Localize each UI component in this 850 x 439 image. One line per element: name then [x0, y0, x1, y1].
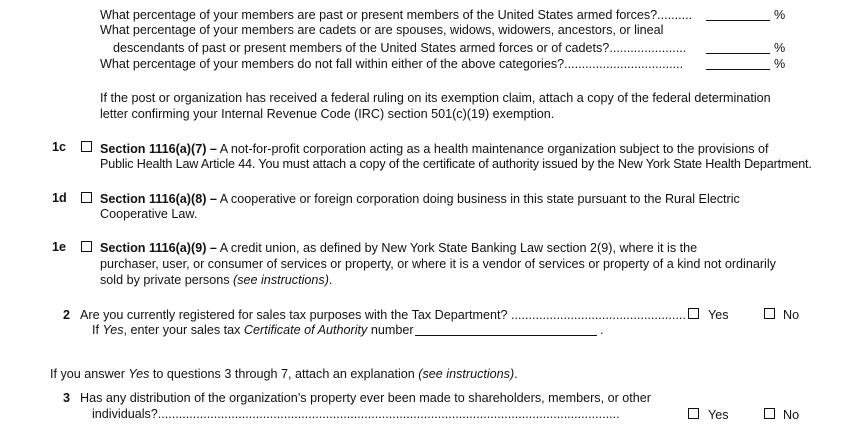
item-1e-checkbox[interactable] [81, 241, 92, 252]
item-1d-line1 [100, 192, 740, 207]
q2-number: 2 [63, 308, 71, 322]
armed-forces-pct-field[interactable] [706, 8, 770, 21]
item-1d-line2: Cooperative Law. [100, 207, 198, 221]
q2-yes-checkbox[interactable] [688, 308, 699, 319]
q-cadets-line1: What percentage of your members are cadets or are spouses, widows, widowers, ancestors, or lineal [100, 23, 664, 37]
q-armed-forces: What percentage of your members are past or present members of the United States armed forces?.......... [100, 8, 693, 22]
q-cadets-line2: descendants of past or present members of the United States armed forces or of cadets?...................... [113, 41, 687, 55]
see-instructions: (see instructions) [233, 273, 329, 287]
instr-see-instructions: (see instructions) [418, 367, 515, 381]
pct-symbol: % [774, 41, 786, 55]
item-1c-text1: A not-for-profit corporation acting as a health maintenance organization subject to the provisions of [216, 142, 769, 156]
item-1e-line3 [100, 273, 332, 288]
q2-yes-label: Yes [708, 308, 729, 322]
ruling-line1: If the post or organization has received a federal ruling on its exemption claim, attach a copy of the federal determination [100, 91, 771, 105]
item-1d-checkbox[interactable] [81, 192, 92, 203]
q2-sub-yes: Yes [102, 323, 124, 337]
q3-line1: Has any distribution of the organization’s property ever been made to shareholders, members, or other [80, 391, 651, 405]
instr-a: If you answer [50, 367, 129, 381]
instr-d: . [514, 367, 518, 381]
item-1c-checkbox[interactable] [81, 141, 92, 152]
item-1d-title: Section 1116(a)(8) – [100, 192, 217, 206]
certificate-number-field[interactable] [415, 323, 597, 336]
cadets-pct-field[interactable] [706, 41, 770, 54]
instruction-line [50, 367, 518, 382]
q3-line2: individuals?.................................................................................................................................... [92, 407, 620, 421]
pct-symbol: % [774, 8, 786, 22]
item-1e-line2: purchaser, user, or consumer of services or property, or where it is a vendor of services or property of a kind not ordinarily [100, 257, 776, 271]
item-1e-number: 1e [52, 240, 67, 254]
item-1e-line1 [100, 241, 697, 256]
item-1e-title: Section 1116(a)(9) – [100, 241, 217, 255]
q2-sub-line [92, 323, 414, 338]
q3-no-label: No [783, 408, 800, 422]
item-1d-number: 1d [52, 191, 67, 205]
pct-symbol: % [774, 57, 786, 71]
q3-number: 3 [63, 391, 71, 405]
item-1e-text3c: . [328, 273, 333, 287]
q2-no-label: No [783, 308, 800, 322]
item-1c-title: Section 1116(a)(7) – [100, 142, 217, 156]
q2-sub-if: If [92, 323, 103, 337]
q2-text: Are you currently registered for sales tax purposes with the Tax Department? .................................................. [80, 308, 686, 322]
q-other: What percentage of your members do not fall within either of the above categories?.................................. [100, 57, 684, 71]
item-1e-text3a: sold by private persons [100, 273, 234, 287]
item-1c-line1 [100, 142, 769, 157]
item-1c-line2: Public Health Law Article 44. You must attach a copy of the certificate of authority issued by the New York State Health Department. [100, 157, 812, 171]
instr-yes: Yes [128, 367, 150, 381]
q3-yes-checkbox[interactable] [688, 408, 699, 419]
item-1d-text1: A cooperative or foreign corporation doing business in this state pursuant to the Rural Electric [216, 192, 740, 206]
q2-no-checkbox[interactable] [764, 308, 775, 319]
ruling-line2: letter confirming your Internal Revenue Code (IRC) section 501(c)(19) exemption. [100, 107, 555, 121]
q2-sub-mid: , enter your sales tax [123, 323, 244, 337]
q2-sub-cert: Certificate of Authority [243, 323, 368, 337]
item-1c-number: 1c [52, 140, 67, 154]
instr-b: to questions 3 through 7, attach an explanation [149, 367, 419, 381]
q2-period: . [600, 323, 604, 337]
q2-sub-end: number [367, 323, 414, 337]
q3-no-checkbox[interactable] [764, 408, 775, 419]
q3-yes-label: Yes [708, 408, 729, 422]
item-1e-text1: A credit union, as defined by New York State Banking Law section 2(9), where it is the [216, 241, 698, 255]
other-pct-field[interactable] [706, 57, 770, 70]
